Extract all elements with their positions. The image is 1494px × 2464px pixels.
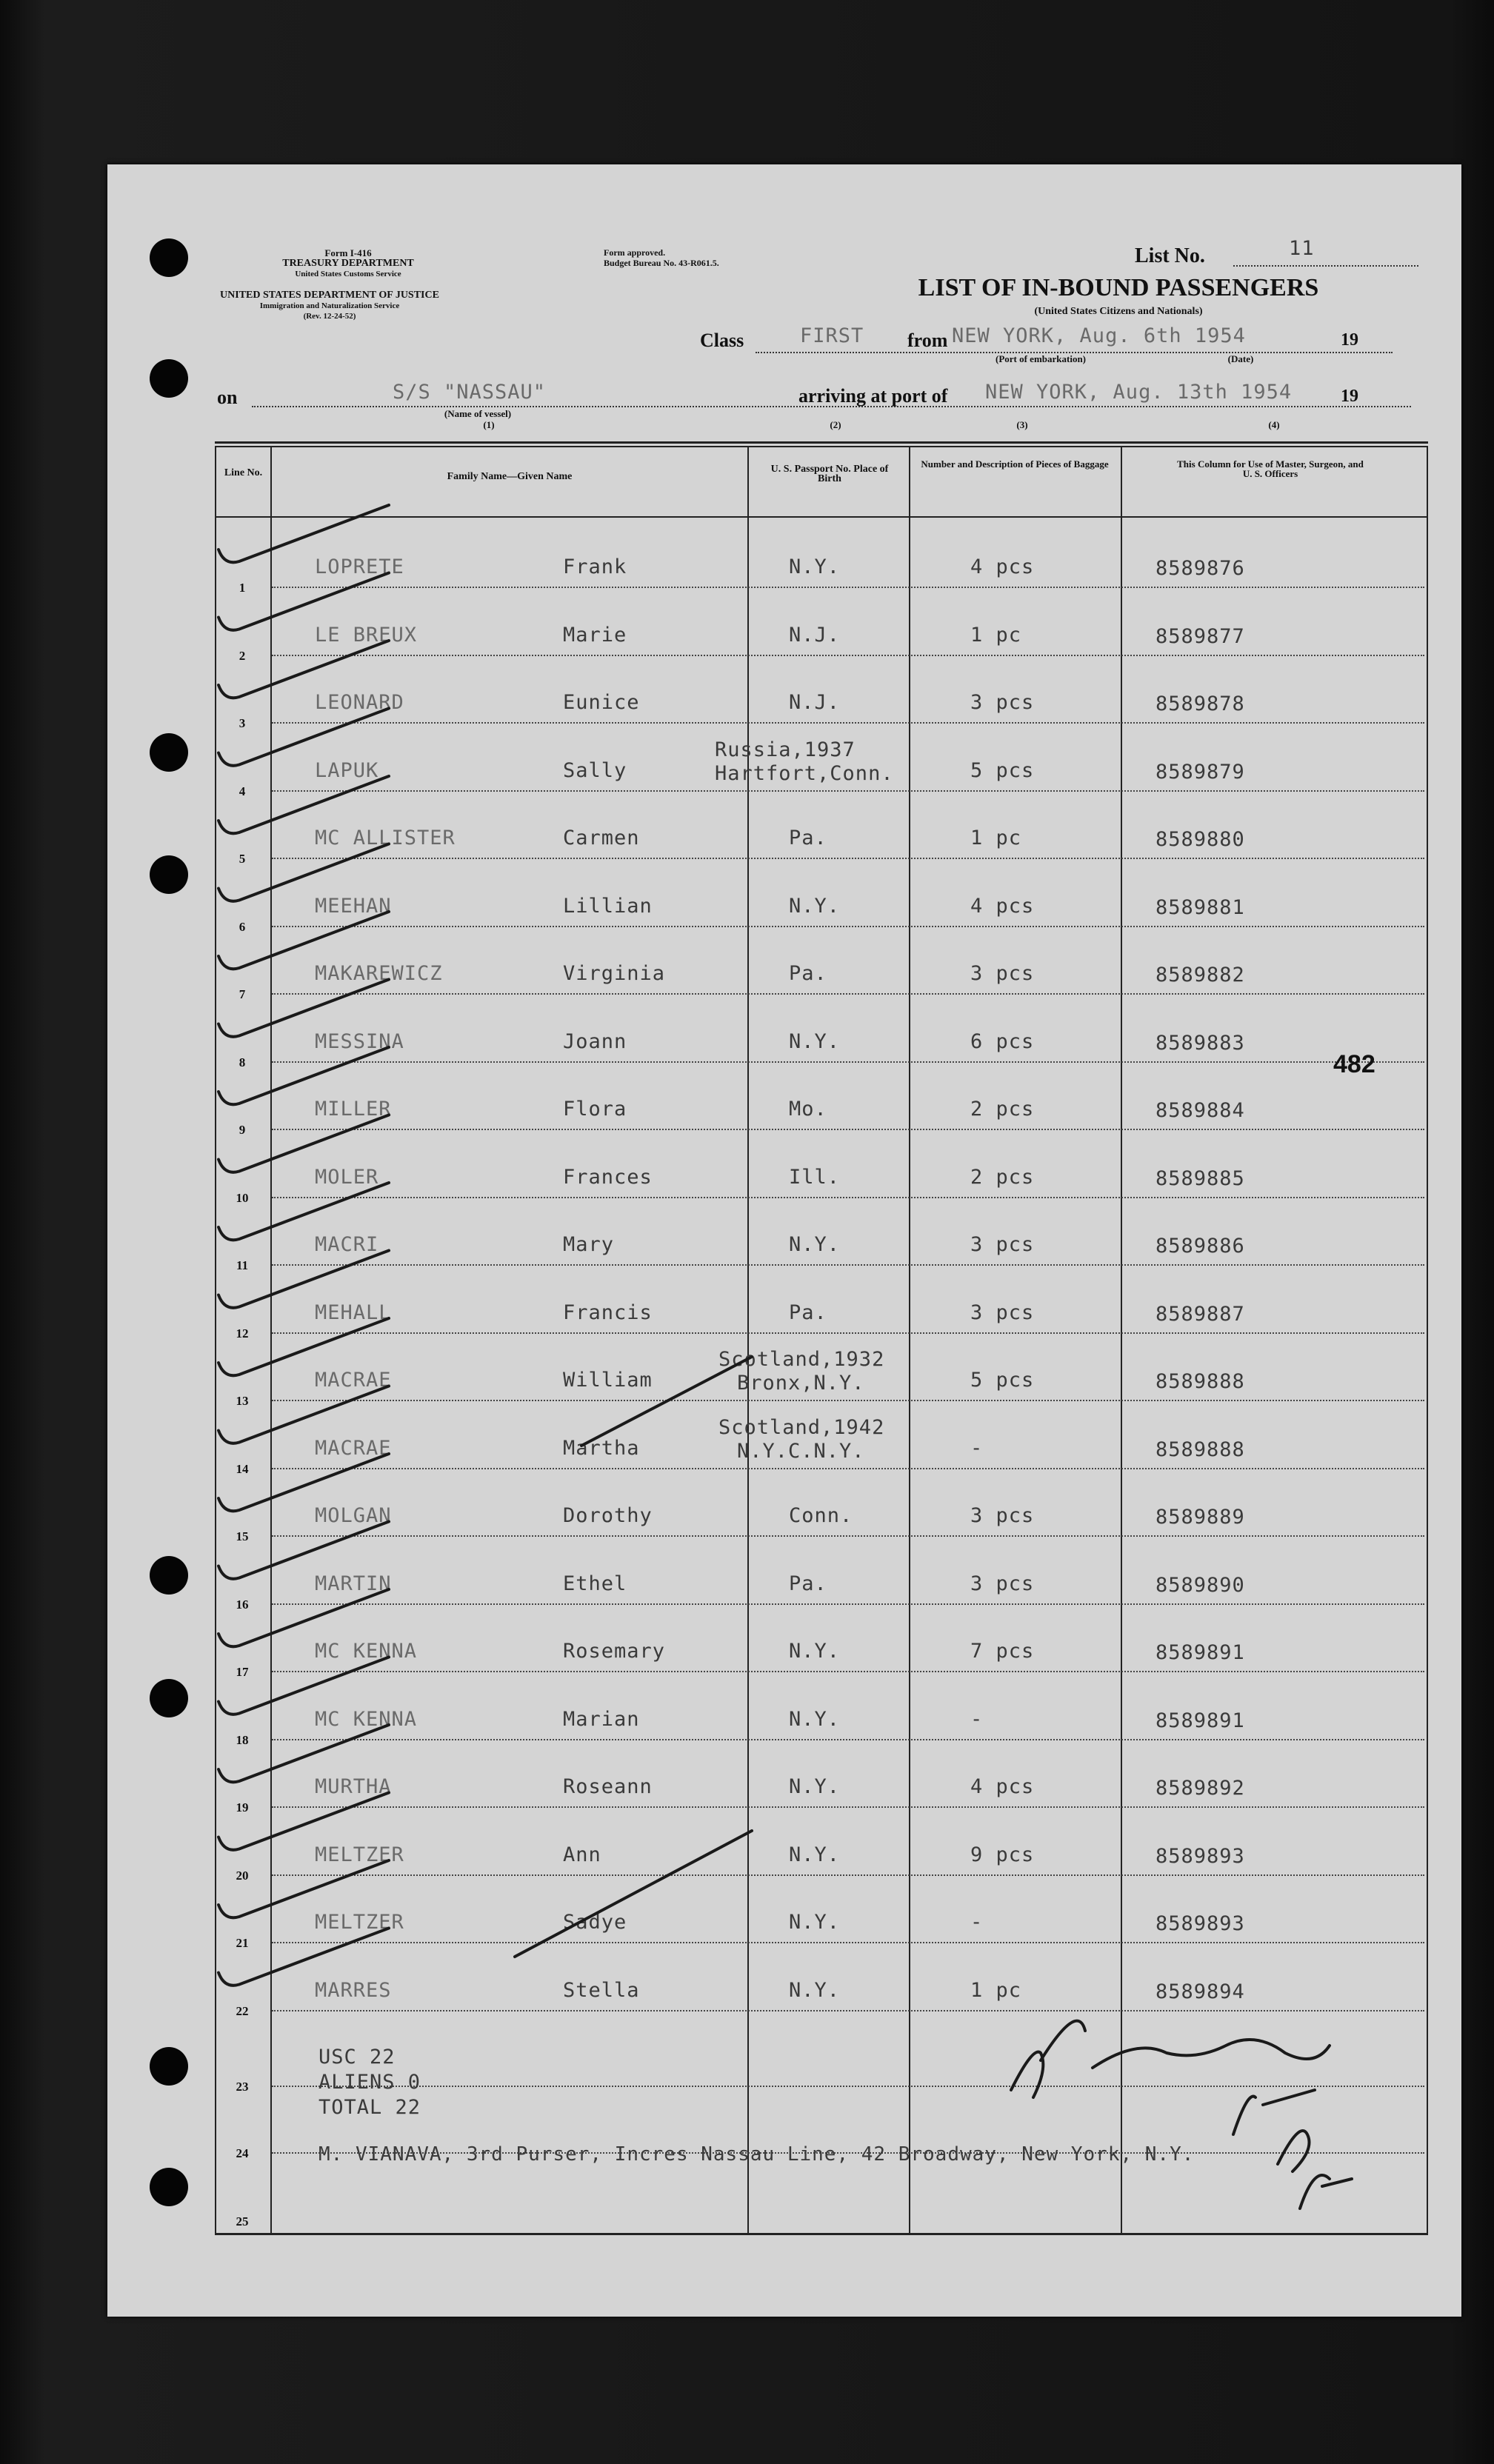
line-number: 10	[236, 1190, 249, 1205]
given-name: Frances	[563, 1165, 653, 1189]
line-number: 15	[236, 1529, 249, 1543]
baggage: 1 pc	[970, 827, 1022, 849]
family-name: MACRAE	[315, 1369, 392, 1392]
given-name: Sally	[563, 758, 627, 782]
officer-number: 8589880	[1155, 828, 1245, 851]
birth-place: N.Y.	[789, 1911, 841, 1934]
baggage: 1 pc	[970, 623, 1022, 647]
checkmark	[219, 573, 389, 630]
stamp-number: 482	[1333, 1050, 1375, 1078]
family-name: MEEHAN	[315, 894, 392, 918]
given-name: Dorothy	[563, 1504, 653, 1527]
line-number: 14	[236, 1461, 249, 1476]
header-line-no: Line No.	[224, 467, 263, 478]
handwritten-signature	[1300, 2175, 1352, 2208]
arriving-value: NEW YORK, Aug. 13th 1954	[985, 381, 1293, 404]
officer-number: 8589893	[1155, 1844, 1245, 1868]
checkmark	[219, 1793, 389, 1850]
birth-place-2: Hartfort,Conn.	[715, 761, 894, 785]
header-name: Family Name—Given Name	[447, 471, 573, 482]
birth-place: N.Y.	[789, 1029, 841, 1053]
line-number: 3	[239, 716, 246, 730]
given-name: Joann	[563, 1029, 627, 1053]
birth-place: N.Y.	[789, 894, 841, 918]
col-num-2: (2)	[830, 419, 841, 430]
given-name: Stella	[563, 1978, 640, 2002]
checkmark	[219, 844, 389, 901]
given-name: Marie	[563, 623, 627, 647]
officer-number: 8589891	[1155, 1641, 1245, 1664]
line-number: 21	[236, 1936, 249, 1950]
officer-number: 8589882	[1155, 964, 1245, 986]
handwritten-checkmarks	[107, 164, 1461, 2317]
birth-place: N.J.	[789, 691, 841, 714]
birth-place-2: Bronx,N.Y.	[737, 1372, 865, 1395]
handwritten-signature	[1011, 2021, 1330, 2171]
vessel-name: S/S "NASSAU"	[393, 381, 547, 404]
checkmark	[219, 1454, 389, 1511]
family-name: MOLGAN	[315, 1504, 392, 1527]
header-officers: This Column for Use of Master, Surgeon, and U. S. Officers	[1177, 458, 1364, 479]
from-value: NEW YORK, Aug. 6th 1954	[952, 324, 1246, 347]
arriving-label: arriving at port of	[798, 385, 948, 407]
revision: (Rev. 12-24-52)	[303, 312, 356, 321]
baggage: -	[970, 1707, 984, 1731]
line-number: 22	[236, 2003, 249, 2018]
summary-aliens: ALIENS 0	[319, 2071, 421, 2094]
birth-place: N.Y.	[789, 1707, 841, 1731]
birth-place-2: N.Y.C.N.Y.	[737, 1439, 865, 1463]
birth-place: Mo.	[789, 1098, 827, 1121]
officer-number: 8589885	[1155, 1166, 1245, 1190]
birth-place: Pa.	[789, 1301, 827, 1324]
class-label: Class	[700, 330, 744, 351]
line-number: 9	[239, 1123, 246, 1137]
baggage: 6 pcs	[970, 1029, 1035, 1053]
baggage: -	[970, 1911, 984, 1934]
given-name: Mary	[563, 1233, 615, 1256]
given-name: Ann	[563, 1843, 601, 1866]
birth-place: Conn.	[789, 1504, 853, 1527]
birth-place: N.Y.	[789, 555, 841, 578]
line-number: 17	[236, 1665, 249, 1679]
line-number: 7	[239, 987, 246, 1001]
summary-usc: USC 22	[319, 2046, 396, 2069]
baggage: 2 pcs	[970, 1098, 1035, 1121]
baggage: 3 pcs	[970, 1504, 1035, 1527]
line-number: 20	[236, 1868, 249, 1883]
given-name: Eunice	[563, 691, 640, 714]
baggage: 3 pcs	[970, 962, 1035, 985]
line-number: 13	[236, 1394, 249, 1408]
form-number: Form I-416	[324, 247, 372, 258]
family-name: LE BREUX	[315, 623, 418, 647]
baggage: 3 pcs	[970, 1233, 1035, 1256]
family-name: MAKAREWICZ	[315, 962, 443, 985]
baggage: 5 pcs	[970, 1369, 1035, 1392]
checkmark	[219, 1860, 389, 1917]
checkmark	[219, 776, 389, 833]
birth-place: Scotland,1932	[718, 1348, 885, 1371]
family-name: MESSINA	[315, 1029, 404, 1053]
class-value: FIRST	[800, 324, 864, 347]
list-no-value: 11	[1289, 237, 1315, 260]
officer-number: 8589893	[1155, 1912, 1245, 1935]
birth-place: N.Y.	[789, 1775, 841, 1798]
checkmark	[219, 505, 389, 562]
handwritten-signature	[581, 1357, 752, 1446]
line-number: 25	[236, 2214, 249, 2228]
date-caption: (Date)	[1227, 353, 1254, 364]
handwritten-signature	[515, 1831, 752, 1957]
officer-number: 8589889	[1155, 1506, 1245, 1529]
birth-place: N.Y.	[789, 1233, 841, 1256]
line-number: 16	[236, 1597, 249, 1612]
officer-number: 8589888	[1155, 1438, 1245, 1461]
officer-number: 8589877	[1155, 624, 1245, 648]
baggage: 5 pcs	[970, 758, 1035, 782]
checkmark	[219, 1522, 389, 1579]
form-approved: Form approved.	[604, 247, 666, 258]
line-number: 23	[236, 2080, 249, 2094]
family-name: MARRES	[315, 1978, 392, 2002]
birth-place: N.Y.	[789, 1640, 841, 1663]
family-name: MILLER	[315, 1098, 392, 1121]
given-name: Flora	[563, 1098, 627, 1121]
line-number: 12	[236, 1326, 249, 1340]
col-num-1: (1)	[483, 419, 495, 430]
from-label: from	[907, 330, 948, 351]
ins-name: Immigration and Naturalization Service	[259, 301, 400, 310]
officer-number: 8589878	[1155, 692, 1245, 715]
checkmark	[219, 912, 389, 969]
line-number: 4	[239, 784, 246, 798]
header-passport: U. S. Passport No. Place of Birth	[770, 464, 889, 484]
officer-number: 8589888	[1155, 1370, 1245, 1393]
birth-place: Scotland,1942	[718, 1415, 885, 1439]
baggage: 7 pcs	[970, 1640, 1035, 1663]
family-name: MC ALLISTER	[315, 827, 456, 849]
family-name: MACRI	[315, 1233, 379, 1256]
manifest-page	[107, 164, 1461, 2317]
officer-number: 8589879	[1155, 760, 1245, 784]
given-name: Roseann	[563, 1775, 653, 1798]
birth-place: Pa.	[789, 962, 827, 985]
line-number: 18	[236, 1732, 249, 1747]
given-name: Lillian	[563, 894, 653, 918]
baggage: 4 pcs	[970, 1775, 1035, 1798]
birth-place: N.J.	[789, 623, 841, 647]
purser-signature-line: M. VIANAVA, 3rd Purser, Incres Nassau Line, 42 Broadway, New York, N.Y.	[319, 2143, 1195, 2166]
family-name: MC KENNA	[315, 1640, 418, 1663]
baggage: 4 pcs	[970, 555, 1035, 578]
given-name: Rosemary	[563, 1640, 666, 1663]
family-name: MELTZER	[315, 1911, 404, 1934]
service-name: United States Customs Service	[295, 270, 401, 278]
officer-number: 8589892	[1155, 1777, 1245, 1800]
col-num-3: (3)	[1016, 419, 1028, 430]
given-name: Frank	[563, 555, 627, 578]
family-name: MC KENNA	[315, 1707, 418, 1731]
vessel-caption: (Name of vessel)	[444, 408, 512, 419]
officer-number: 8589891	[1155, 1709, 1245, 1732]
summary-total: TOTAL 22	[319, 2096, 421, 2119]
officer-number: 8589887	[1155, 1302, 1245, 1326]
baggage: -	[970, 1436, 984, 1460]
checkmark	[219, 1047, 389, 1104]
family-name: MOLER	[315, 1165, 379, 1189]
checkmark	[219, 1183, 389, 1240]
given-name: Martha	[563, 1436, 640, 1460]
birth-place: N.Y.	[789, 1978, 841, 2002]
given-name: William	[563, 1369, 653, 1392]
line-number: 24	[236, 2146, 249, 2160]
given-name: Francis	[563, 1301, 653, 1324]
line-number: 5	[239, 852, 246, 866]
birth-place: N.Y.	[789, 1843, 841, 1866]
officer-number: 8589890	[1155, 1573, 1245, 1597]
baggage: 3 pcs	[970, 1301, 1035, 1324]
baggage: 3 pcs	[970, 1572, 1035, 1595]
checkmark	[219, 1657, 389, 1715]
col-num-4: (4)	[1268, 419, 1280, 430]
dept-name: TREASURY DEPARTMENT	[282, 258, 414, 269]
budget-bureau: Budget Bureau No. 43-R061.5.	[604, 258, 719, 268]
officer-number: 8589881	[1155, 895, 1245, 919]
family-name: LAPUK	[315, 758, 379, 782]
on-label: on	[217, 387, 238, 408]
baggage: 2 pcs	[970, 1165, 1035, 1189]
year-suffix-2: 19	[1341, 387, 1358, 406]
given-name: Ethel	[563, 1572, 627, 1595]
checkmark	[219, 1115, 389, 1172]
port-embark-caption: (Port of embarkation)	[995, 353, 1087, 364]
officer-number: 8589886	[1155, 1235, 1245, 1258]
officer-number: 8589883	[1155, 1031, 1245, 1055]
document-subtitle: (United States Citizens and Nationals)	[1034, 306, 1203, 317]
family-name: LOPRETE	[315, 555, 404, 578]
line-number: 1	[239, 581, 246, 595]
line-number: 8	[239, 1055, 246, 1069]
line-number: 19	[236, 1800, 249, 1814]
checkmark	[219, 1318, 389, 1375]
year-suffix: 19	[1341, 330, 1358, 350]
family-name: MURTHA	[315, 1775, 392, 1798]
family-name: MACRAE	[315, 1436, 392, 1460]
checkmark	[219, 1251, 389, 1308]
checkmark	[219, 1929, 389, 1986]
baggage: 1 pc	[970, 1978, 1022, 2002]
baggage: 3 pcs	[970, 691, 1035, 714]
family-name: MELTZER	[315, 1843, 404, 1866]
checkmark	[219, 1386, 389, 1443]
header-baggage: Number and Description of Pieces of Baggage	[921, 458, 1109, 470]
birth-place: Ill.	[789, 1165, 841, 1189]
given-name: Marian	[563, 1707, 640, 1731]
officer-number: 8589884	[1155, 1099, 1245, 1122]
checkmark	[219, 641, 389, 698]
justice-name: UNITED STATES DEPARTMENT OF JUSTICE	[220, 290, 439, 301]
birth-place: Russia,1937	[715, 738, 856, 761]
birth-place: Pa.	[789, 1572, 827, 1595]
line-number: 2	[239, 648, 246, 663]
given-name: Sadye	[563, 1911, 627, 1934]
officer-number: 8589876	[1155, 557, 1245, 580]
list-no-label: List No.	[1135, 244, 1205, 267]
checkmark	[219, 1725, 389, 1782]
baggage: 4 pcs	[970, 894, 1035, 918]
family-name: MEHALL	[315, 1301, 392, 1324]
given-name: Carmen	[563, 827, 640, 849]
baggage: 9 pcs	[970, 1843, 1035, 1866]
family-name: LEONARD	[315, 691, 404, 714]
checkmark	[219, 709, 389, 766]
checkmark	[219, 980, 389, 1037]
given-name: Virginia	[563, 962, 666, 985]
family-name: MARTIN	[315, 1572, 392, 1595]
line-number: 11	[236, 1258, 249, 1272]
line-number: 6	[239, 919, 246, 934]
document-title: LIST OF IN-BOUND PASSENGERS	[918, 274, 1319, 301]
officer-number: 8589894	[1155, 1980, 1245, 2003]
birth-place: Pa.	[789, 827, 827, 849]
checkmark	[219, 1589, 389, 1646]
